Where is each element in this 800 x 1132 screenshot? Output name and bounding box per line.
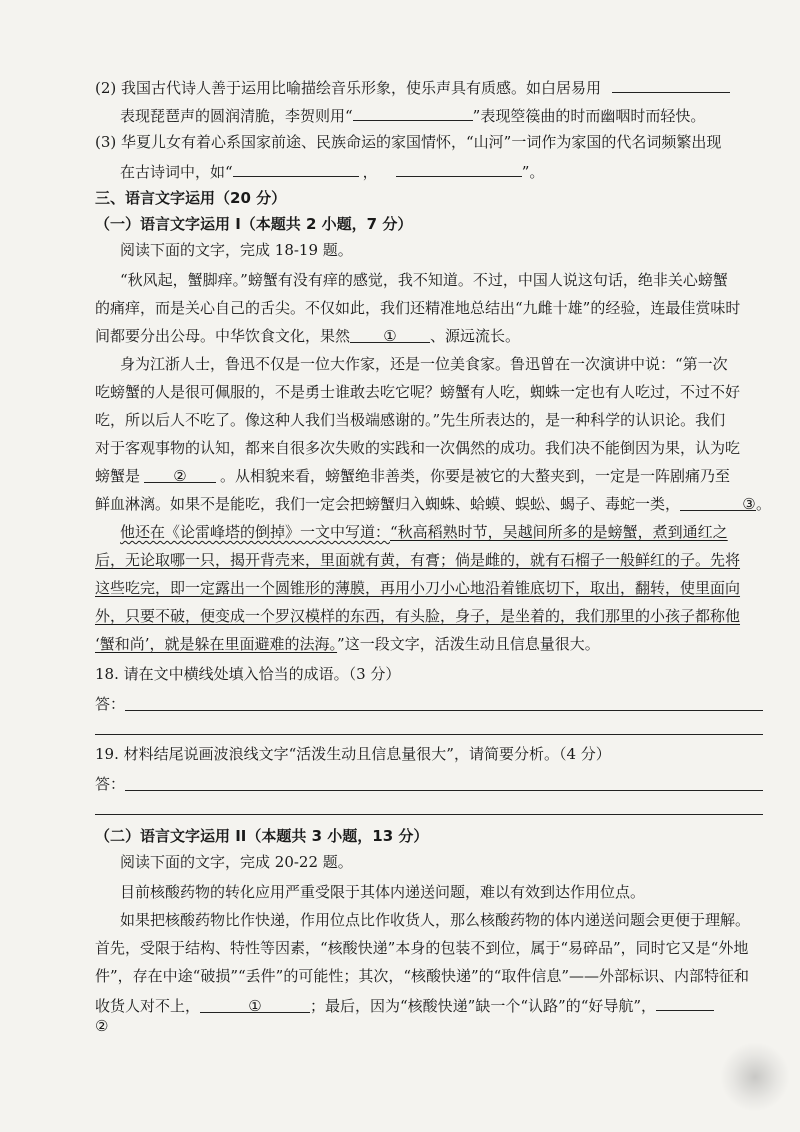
passage-1-line: 间都要分出公母。中华饮食文化，果然 ① 、源远流长。 [95, 327, 521, 345]
blank-1[interactable]: ① [200, 996, 310, 1013]
passage-2-marker: ② [95, 1017, 109, 1035]
answer-line[interactable] [125, 790, 763, 791]
answer-blank[interactable] [233, 160, 359, 177]
passage-2-line: 件”，存在中途“破损”“丢件”的可能性；其次，“核酸快递”的“取件信息”——外部标识、内部特征和 [95, 967, 750, 985]
answer-line[interactable] [95, 814, 763, 815]
part-1-title: （一）语言文字运用 I（本题共 2 小题，7 分） [95, 215, 413, 233]
passage-1-line: 螃蟹是 ② 。从相貌来看，螃蟹绝非善类，你要是被它的大螯夹到，一定是一阵剧痛乃至 [95, 467, 731, 485]
passage-1-line: ‘蟹和尚’，就是躲在里面避难的法海。”这一段文字，活泼生动且信息量很大。 [95, 635, 600, 653]
answer-blank[interactable] [353, 104, 473, 121]
question-19: 19. 材料结尾说画波浪线文字“活泼生动且信息量很大”，请简要分析。（4 分） [95, 745, 611, 763]
passage-1-line: “秋风起，蟹脚痒。”螃蟹有没有痒的感觉，我不知道。不过，中国人说这句话，绝非关心螃蟹 [120, 271, 728, 289]
question-2-line-1: (2) 我国古代诗人善于运用比喻描绘音乐形象，使乐声具有质感。如白居易用 [95, 76, 730, 98]
passage-1-line: 他还在《论雷峰塔的倒掉》一文中写道：“秋高稻熟时节，吴越间所多的是螃蟹，煮到通红之 [120, 523, 728, 541]
passage-1-line: 鲜血淋漓。如果不是能吃，我们一定会把螃蟹归入蜘蛛、蛤蟆、蜈蚣、蝎子、毒蛇一类， ③。 [95, 495, 772, 513]
passage-2-line: 目前核酸药物的转化应用严重受限于其体内递送问题，难以有效到达作用位点。 [120, 883, 646, 901]
question-2-line-2: 表现琵琶声的圆润清脆，李贺则用“ ”表现箜篌曲的时而幽咽时而轻快。 [120, 104, 705, 126]
blank-3[interactable]: ③ [680, 494, 756, 511]
passage-2-line: 如果把核酸药物比作快递，作用位点比作收货人，那么核酸药物的体内递送问题会更便于理解。 [120, 911, 751, 929]
part-2-intro: 阅读下面的文字，完成 20-22 题。 [120, 853, 353, 871]
answer-line[interactable] [95, 734, 763, 735]
passage-1-line: 对于客观事物的认知，都来自很多次失败的实践和一次偶然的成功。我们决不能倒因为果，认为吃 [95, 439, 741, 457]
answer-line[interactable] [125, 710, 763, 711]
answer-label: 答： [95, 695, 126, 713]
passage-1-line: 外，只要不破，便变成一个罗汉模样的东西，有头脸，身子，是坐着的，我们那里的小孩子都称他 [95, 607, 741, 625]
passage-2-line: 收货人对不上， ① ；最后，因为“核酸快递”缺一个“认路”的“好导航”， [95, 994, 714, 1016]
passage-1-line: 后，无论取哪一只，揭开背壳来，里面就有黄，有膏；倘是雌的，就有石榴子一般鲜红的子。先将 [95, 551, 741, 569]
part-1-intro: 阅读下面的文字，完成 18-19 题。 [120, 241, 353, 259]
blank-1[interactable]: ① [350, 326, 430, 343]
part-2-title: （二）语言文字运用 II（本题共 3 小题，13 分） [95, 827, 429, 845]
passage-1-line: 的痛痒，而是关心自己的舌尖。不仅如此，我们还精准地总结出“九雌十雄”的经验，连最佳赏味时 [95, 299, 741, 317]
passage-1-line: 这些吃完，即一定露出一个圆锥形的薄膜，再用小刀小心地沿着锥底切下，取出，翻转，使里面向 [95, 579, 741, 597]
blank-2[interactable] [656, 994, 714, 1011]
passage-1-line: 吃螃蟹的人是很可佩服的，不是勇士谁敢去吃它呢？螃蟹有人吃，蜘蛛一定也有人吃过，不过不好 [95, 383, 741, 401]
question-18: 18. 请在文中横线处填入恰当的成语。（3 分） [95, 665, 401, 683]
answer-blank[interactable] [396, 160, 522, 177]
passage-1-line: 身为江浙人士，鲁迅不仅是一位大作家，还是一位美食家。鲁迅曾在一次演讲中说：“第一次 [120, 355, 728, 373]
answer-blank[interactable] [612, 76, 730, 93]
passage-1-line: 吃，所以后人不吃了。像这种人我们当极端感谢的。”先生所表达的，是一种科学的认识论。我们 [95, 411, 726, 429]
passage-2-line: 首先，受限于结构、特性等因素，“核酸快递”本身的包装不到位，属于“易碎品”，同时它又是“外地 [95, 939, 749, 957]
question-3-line-1: (3) 华夏儿女有着心系国家前途、民族命运的家国情怀，“山河”一词作为家国的代名词频繁出现 [95, 133, 722, 151]
scan-smudge [720, 1042, 790, 1112]
blank-2[interactable]: ② [144, 466, 216, 483]
question-3-line-2: 在古诗词中，如“ ， ”。 [120, 160, 544, 182]
answer-label: 答： [95, 775, 126, 793]
section-3-title: 三、语言文字运用（20 分） [95, 189, 287, 207]
